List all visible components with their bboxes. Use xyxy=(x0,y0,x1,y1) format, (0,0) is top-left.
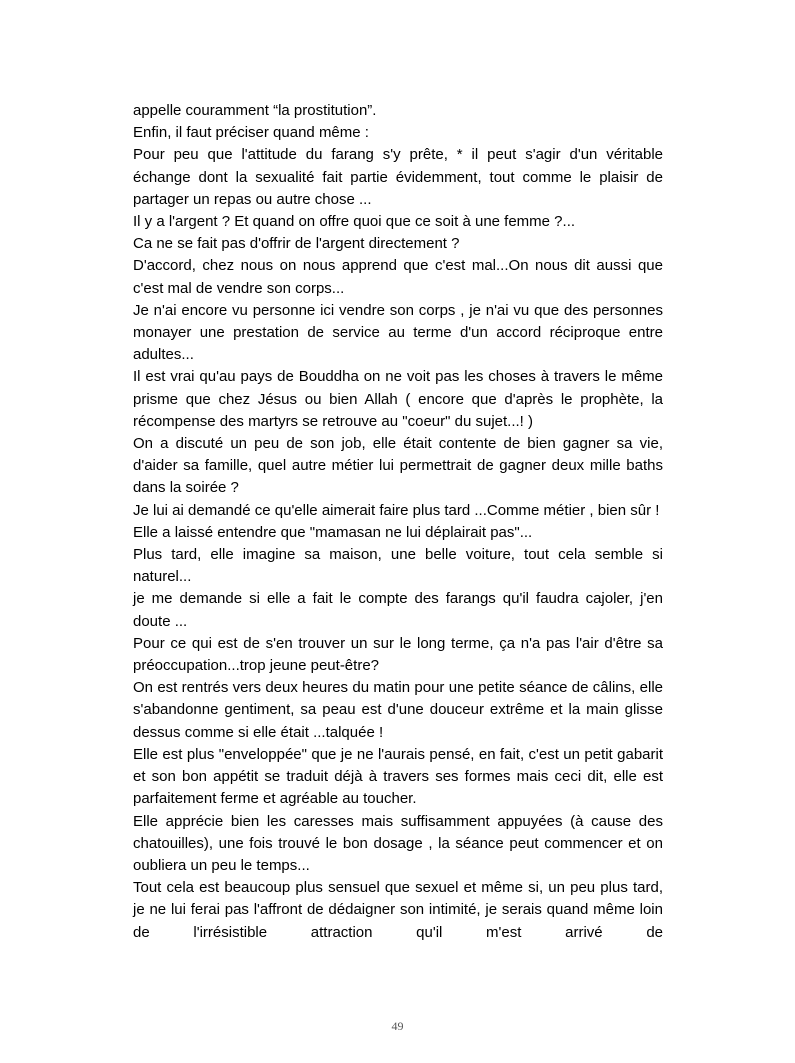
paragraph: Ca ne se fait pas d'offrir de l'argent directement ? xyxy=(133,235,460,253)
paragraph: je me demande si elle a fait le compte des farangs qu'il faudra cajoler, j'en doute ... xyxy=(133,590,663,630)
paragraph: On est rentrés vers deux heures du matin pour une petite séance de câlins, elle s'abandonne gentiment, sa peau est d'une douceur extrême et la main glisse dessus comme si elle était ...talquée ! xyxy=(133,679,663,741)
paragraph: Elle est plus "enveloppée" que je ne l'aurais pensé, en fait, c'est un petit gabarit et son bon appétit se traduit déjà à travers ses formes mais ceci dit, elle est parfaitement ferme et agréable au toucher. xyxy=(133,745,663,808)
paragraph: Je lui ai demandé ce qu'elle aimerait faire plus tard ...Comme métier , bien sûr ! xyxy=(133,501,660,519)
body-text xyxy=(133,100,663,944)
paragraph: Pour peu que l'attitude du farang s'y prête, * il peut s'agir d'un véritable échange dont la sexualité fait partie évidemment, tout comme le plaisir de partager un repas ou autre chose ... xyxy=(133,146,663,208)
paragraph: Enfin, il faut préciser quand même : xyxy=(133,124,369,142)
paragraph: Elle apprécie bien les caresses mais suffisamment appuyées (à cause des chatouilles), une fois trouvé le bon dosage , la séance peut commencer et on oubliera un peu le temps... xyxy=(133,812,663,874)
paragraph: Plus tard, elle imagine sa maison, une belle voiture, tout cela semble si naturel... xyxy=(133,546,663,586)
page-number: 49 xyxy=(391,1019,404,1033)
paragraph: Il y a l'argent ? Et quand on offre quoi que ce soit à une femme ?... xyxy=(133,213,576,231)
paragraph: Je n'ai encore vu personne ici vendre son corps , je n'ai vu que des personnes monayer une prestation de service au terme d'un accord réciproque entre adultes... xyxy=(133,301,663,364)
paragraph: Tout cela est beaucoup plus sensuel que sexuel et même si, un peu plus tard, je ne lui ferai pas l'affront de dédaigner son intimité, je serais quand même loin de l'irrésistible attraction qu'il m'est arrivé de xyxy=(133,879,663,941)
paragraph: D'accord, chez nous on nous apprend que c'est mal...On nous dit aussi que c'est mal de vendre son corps... xyxy=(133,257,663,297)
paragraph: Pour ce qui est de s'en trouver un sur le long terme, ça n'a pas l'air d'être sa préoccupation...trop jeune peut-être? xyxy=(133,634,663,675)
paragraph: appelle couramment “la prostitution”. xyxy=(133,102,377,119)
paragraph: Elle a laissé entendre que "mamasan ne lui déplairait pas"... xyxy=(133,523,533,541)
paragraph: Il est vrai qu'au pays de Bouddha on ne voit pas les choses à travers le même prisme que chez Jésus ou bien Allah ( encore que d'après le prophète, la récompense des martyrs se retrouve au "coeur" du sujet...! ) xyxy=(133,368,663,430)
paragraph: On a discuté un peu de son job, elle était contente de bien gagner sa vie, d'aider sa famille, quel autre métier lui permettrait de gagner deux mille baths dans la soirée ? xyxy=(133,435,663,497)
